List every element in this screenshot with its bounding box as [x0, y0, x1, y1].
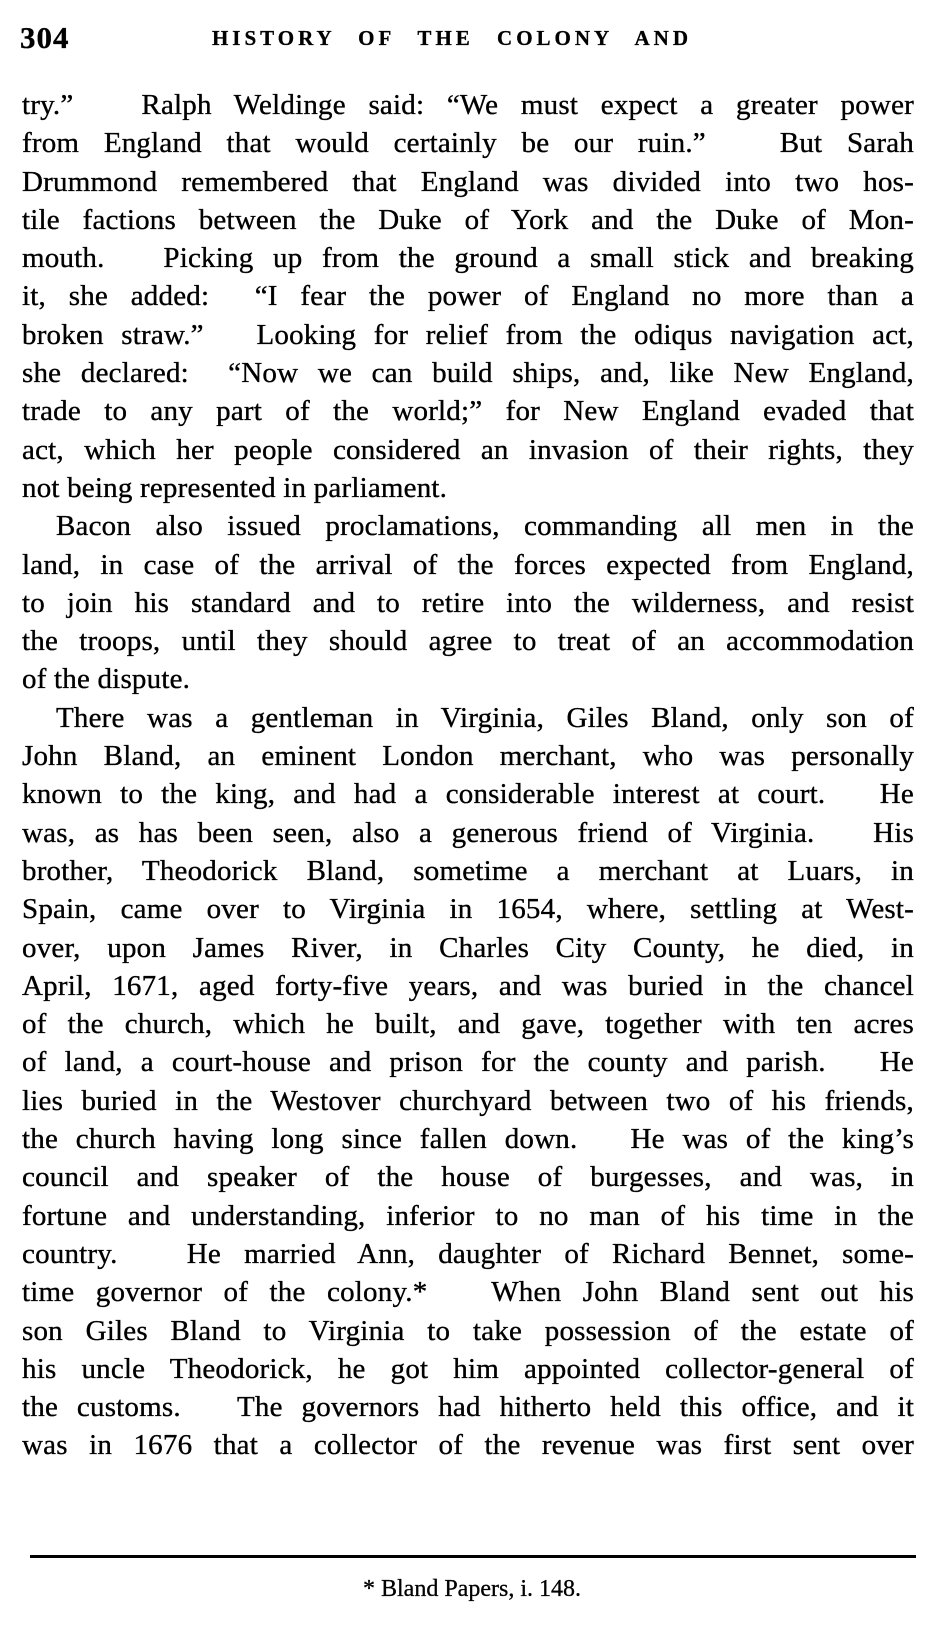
- footnote-divider: [30, 1555, 916, 1558]
- text-line: his uncle Theodorick, he got him appointed collector-general of: [22, 1352, 914, 1385]
- text-line: Drummond remembered that England was divided into two hos-: [22, 165, 914, 198]
- paragraph: [22, 86, 914, 507]
- text-line: to join his standard and to retire into the wilderness, and resist: [22, 586, 914, 619]
- text-line: it, she added: “I fear the power of England no more than a: [22, 280, 914, 313]
- paragraph: [22, 507, 914, 698]
- text-line: over, upon James River, in Charles City County, he died, in: [22, 931, 914, 964]
- text-line: she declared: “Now we can build ships, and, like New England,: [22, 357, 914, 390]
- body-text: [22, 86, 914, 1465]
- text-line: son Giles Bland to Virginia to take possession of the estate of: [22, 1314, 914, 1347]
- text-line: try.” Ralph Weldinge said: “We must expect a greater power: [22, 89, 914, 121]
- page-number: 304: [20, 20, 70, 55]
- text-line: mouth. Picking up from the ground a small stick and breaking: [22, 242, 914, 275]
- text-line: There was a gentleman in Virginia, Giles Bland, only son of: [56, 701, 914, 734]
- text-line: from England that would certainly be our ruin.” But Sarah: [22, 127, 914, 160]
- text-line: the troops, until they should agree to treat of an accommodation: [22, 625, 914, 658]
- text-line: lies buried in the Westover churchyard between two of his friends,: [22, 1084, 914, 1117]
- text-line: of the church, which he built, and gave, together with ten acres: [22, 1008, 914, 1041]
- text-line: broken straw.” Looking for relief from the odiqus navigation act,: [22, 318, 914, 351]
- text-line: of the dispute.: [22, 663, 191, 696]
- text-line: act, which her people considered an invasion of their rights, they: [22, 433, 914, 466]
- text-line: time governor of the colony.* When John Bland sent out his: [22, 1276, 914, 1309]
- text-line: was in 1676 that a collector of the revenue was first sent over: [22, 1429, 914, 1462]
- text-line: country. He married Ann, daughter of Richard Bennet, some-: [22, 1237, 914, 1270]
- text-line: the church having long since fallen down. He was of the king’s: [22, 1123, 914, 1156]
- text-line: brother, Theodorick Bland, sometime a merchant at Luars, in: [22, 854, 914, 887]
- text-line: fortune and understanding, inferior to no man of his time in the: [22, 1199, 914, 1232]
- text-line: tile factions between the Duke of York and the Duke of Mon-: [22, 203, 914, 236]
- page-header: [0, 18, 944, 62]
- text-line: Spain, came over to Virginia in 1654, where, settling at West-: [22, 893, 914, 926]
- paragraph: [22, 699, 914, 1465]
- text-line: council and speaker of the house of burgesses, and was, in: [22, 1161, 914, 1194]
- text-line: the customs. The governors had hitherto held this office, and it: [22, 1391, 914, 1424]
- text-line: was, as has been seen, also a generous friend of Virginia. His: [22, 816, 914, 849]
- text-line: not being represented in parliament.: [22, 471, 448, 504]
- footnote-text: * Bland Papers, i. 148.: [363, 1576, 581, 1602]
- text-line: April, 1671, aged forty-five years, and was buried in the chancel: [22, 969, 914, 1002]
- text-line: trade to any part of the world;” for New England evaded that: [22, 395, 914, 428]
- text-line: John Bland, an eminent London merchant, who was personally: [22, 740, 914, 773]
- text-line: Bacon also issued proclamations, commanding all men in the: [56, 510, 914, 543]
- text-line: land, in case of the arrival of the forces expected from England,: [22, 548, 914, 581]
- running-title: HISTORY OF THE COLONY AND: [211, 26, 693, 50]
- text-line: known to the king, and had a considerable interest at court. He: [22, 778, 914, 811]
- text-line: of land, a court-house and prison for the county and parish. He: [22, 1046, 914, 1079]
